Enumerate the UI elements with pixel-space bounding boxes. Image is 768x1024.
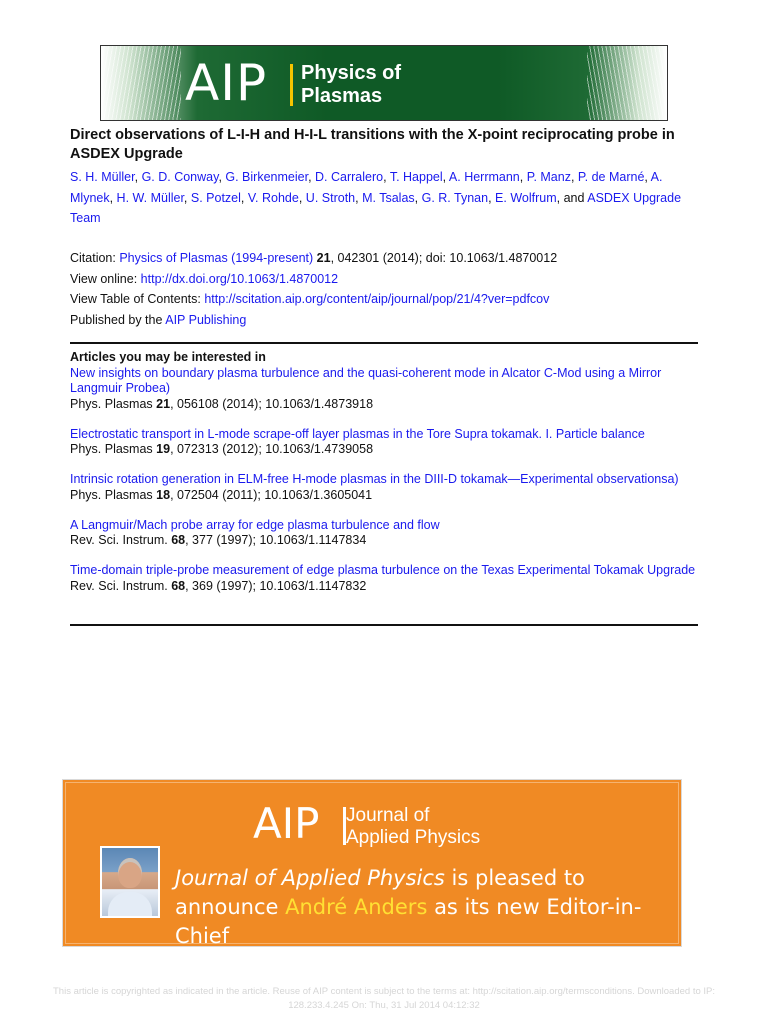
editor-photo <box>100 846 160 918</box>
publisher-link[interactable]: AIP Publishing <box>165 312 247 327</box>
author-link[interactable]: T. Happel <box>389 170 443 184</box>
author-link[interactable]: M. Tsalas <box>362 190 415 205</box>
related-title-link[interactable]: New insights on boundary plasma turbulence and the quasi-coherent mode in Alcator C-Mod using a Mirror Langmuir Probea) <box>70 365 662 395</box>
author-link[interactable]: H. W. Müller <box>116 190 184 205</box>
related-details: , 056108 (2014); 10.1063/1.4873918 <box>170 396 374 411</box>
related-title-link[interactable]: Electrostatic transport in L-mode scrape-off layer plasmas in the Tore Supra tokamak. I. Particle balance <box>70 426 645 441</box>
publisher-row <box>70 310 698 331</box>
related-journal: Rev. Sci. Instrum. <box>70 578 168 593</box>
author-link[interactable]: A. Herrmann <box>448 170 520 184</box>
banner-swirl-left <box>101 46 181 120</box>
editor-photo-shirt <box>108 892 152 916</box>
related-citation <box>70 397 698 413</box>
ad-aip-logo: AIP <box>253 799 320 848</box>
related-articles <box>70 350 698 609</box>
editor-photo-head <box>118 858 142 888</box>
doi-link[interactable]: http://dx.doi.org/10.1063/1.4870012 <box>140 271 339 286</box>
author-link[interactable]: V. Rohde <box>247 190 299 205</box>
citation-row <box>70 248 698 269</box>
related-journal: Phys. Plasmas <box>70 442 153 456</box>
jap-advertisement[interactable] <box>62 779 682 947</box>
related-title-link[interactable]: Intrinsic rotation generation in ELM-free H-mode plasmas in the DIII-D tokamak—Experimental observationsa) <box>70 472 679 486</box>
related-volume: 68 <box>171 578 186 593</box>
related-title-link[interactable]: Time-domain triple-probe measurement of edge plasma turbulence on the Texas Experimental Tokamak Upgrade <box>70 563 696 577</box>
ad-journal-name <box>346 805 480 849</box>
author-link[interactable]: G. D. Conway <box>141 170 219 184</box>
related-details: , 072504 (2011); 10.1063/1.3605041 <box>170 487 373 502</box>
related-heading: Articles you may be interested in <box>70 350 266 364</box>
related-journal: Phys. Plasmas <box>70 396 153 411</box>
copyright-footer <box>0 985 768 1013</box>
banner-journal-name <box>301 62 401 108</box>
ad-journal-line2: Applied Physics <box>346 827 481 848</box>
toc-link[interactable]: http://scitation.aip.org/content/aip/journal/pop/21/4?ver=pdfcov <box>204 292 550 306</box>
related-item <box>70 472 698 503</box>
ad-headline-editor: André Anders <box>285 895 428 919</box>
authors-and: and <box>563 190 585 205</box>
related-title-link[interactable]: A Langmuir/Mach probe array for edge plasma turbulence and flow <box>70 517 440 532</box>
related-volume: 21 <box>156 396 171 411</box>
article-title: Direct observations of L-I-H and H-I-L transitions with the X-point reciprocating probe in ASDEX Upgrade <box>70 127 675 162</box>
view-online-row <box>70 269 698 290</box>
banner-journal-line1: Physics of <box>301 62 402 84</box>
ad-headline-end: as its new Editor-in-Chief <box>175 895 642 947</box>
divider-top <box>70 342 698 344</box>
author-link[interactable]: E. Wolfrum <box>495 190 557 205</box>
related-citation <box>70 533 698 549</box>
related-details: , 369 (1997); 10.1063/1.1147832 <box>185 578 367 593</box>
citation-details: , 042301 (2014); doi: 10.1063/1.4870012 <box>330 251 558 265</box>
author-link[interactable]: G. Birkenmeier <box>225 170 309 184</box>
journal-link[interactable]: Physics of Plasmas (1994-present) <box>119 251 314 265</box>
toc-label: View Table of Contents: <box>70 292 201 306</box>
related-details: , 072313 (2012); 10.1063/1.4739058 <box>170 442 374 456</box>
citation-block <box>70 248 698 330</box>
related-journal: Phys. Plasmas <box>70 487 153 502</box>
related-volume: 18 <box>156 487 171 502</box>
view-online-label: View online: <box>70 271 138 286</box>
journal-banner[interactable] <box>100 45 668 121</box>
author-link[interactable]: G. R. Tynan <box>421 190 489 205</box>
related-citation <box>70 488 698 504</box>
divider-bottom <box>70 624 698 626</box>
banner-swirl-right <box>587 46 667 120</box>
related-volume: 19 <box>156 442 171 456</box>
citation-volume: 21 <box>316 251 331 265</box>
ad-headline-journal: Journal of Applied Physics <box>175 866 445 890</box>
related-volume: 68 <box>171 533 186 547</box>
related-item <box>70 366 698 413</box>
toc-row <box>70 289 698 310</box>
published-label: Published by the <box>70 312 163 327</box>
ad-headline <box>175 864 675 947</box>
ad-headline-mid: is pleased to announce <box>175 866 585 919</box>
citation-label: Citation: <box>70 251 116 265</box>
banner-divider <box>290 64 293 106</box>
ad-journal-line1: Journal of <box>346 805 430 826</box>
aip-logo: AIP <box>185 54 268 112</box>
related-item <box>70 427 698 458</box>
author-link[interactable]: P. de Marné <box>577 170 645 184</box>
footer-line1: This article is copyrighted as indicated in the article. Reuse of AIP content is subject to the terms at: http://scitation.aip.org/termsconditions. Downloaded to IP: <box>53 986 715 997</box>
related-citation <box>70 442 698 458</box>
banner-journal-line2: Plasmas <box>301 85 383 107</box>
related-journal: Rev. Sci. Instrum. <box>70 533 168 547</box>
footer-line2: 128.233.4.245 On: Thu, 31 Jul 2014 04:12:32 <box>288 1000 480 1011</box>
related-citation <box>70 579 698 595</box>
author-link[interactable]: D. Carralero <box>315 170 384 184</box>
author-link[interactable]: A. Mlynek <box>70 170 663 205</box>
related-item <box>70 563 698 594</box>
author-link[interactable]: P. Manz <box>526 170 571 184</box>
related-details: , 377 (1997); 10.1063/1.1147834 <box>185 533 367 547</box>
author-link[interactable]: S. H. Müller <box>70 170 135 184</box>
author-link[interactable]: S. Potzel <box>190 190 241 205</box>
author-list: S. H. Müller, G. D. Conway, G. Birkenmeier, D. Carralero, T. Happel, A. Herrmann, P. Manz, P. de Marné, A. Mlynek, H. W. Müller, S. Potzel, V. Rohde, U. Stroth, M. Tsalas, G. R. Tynan, E. Wolfrum, and ASDEX Upgrade Team <box>70 170 682 225</box>
author-link[interactable]: ASDEX Upgrade Team <box>70 190 682 225</box>
related-item <box>70 518 698 549</box>
author-link[interactable]: U. Stroth <box>305 190 356 205</box>
